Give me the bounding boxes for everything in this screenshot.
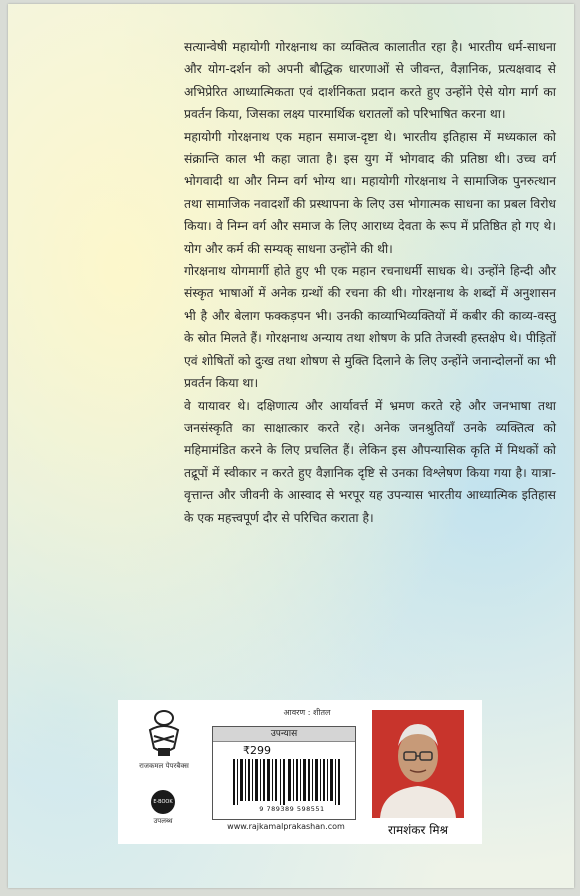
blurb-paragraph-4: वे यायावर थे। दक्षिणात्य और आर्यावर्त्त में भ्रमण करते रहे और जनभाषा तथा जनसंस्कृति का साक्षात्कार करते रहे। अनेक जनश्रुतियाँ उनके व्यक्तित्व को महिमामंडित करने के लिए प्रचलित हैं। लेकिन इस औपन्यासिक कृति में मिथकों को तद्रूपों में स्वीकार न करते हुए वैज्ञानिक दृष्टि से उनका विश्लेषण किया गया है। यात्रा-वृत्तान्त और जीवनी के आस्वाद से भरपूर यह उपन्यास भारतीय आध्यात्मिक इतिहास के एक महत्त्वपूर्ण दौर से परिचित कराता है। bbox=[184, 398, 556, 525]
blurb-paragraph-3: गोरक्षनाथ योगमार्गी होते हुए भी एक महान रचनाधर्मी साधक थे। उन्होंने हिन्दी और संस्कृत भाषाओं में अनेक ग्रन्थों की रचना की थी। गोरक्षनाथ के शब्दों में अनुशासन भी है और बेलाग फक्कड़पन भी। उनकी काव्याभिव्यक्तियों में कबीर की काव्य-वस्तु के स्रोत मिलते हैं। गोरक्षनाथ अन्याय तथा शोषण के प्रति तेजस्वी हस्तक्षेप थे। पीड़ितों एवं शोषितों को दुःख तथा शोषण से मुक्ति दिलाने के लिए उन्होंने जनान्दोलनों का भी प्रवर्तन किया था। bbox=[184, 264, 556, 391]
publisher-logo bbox=[124, 708, 204, 784]
publisher-website: www.rajkamalprakashan.com bbox=[227, 822, 345, 831]
rajkamal-logo-icon bbox=[140, 708, 188, 760]
ebook-label: उपलब्ध bbox=[153, 817, 173, 825]
barcode-icon bbox=[233, 759, 341, 805]
ebook-icon: E-BOOK bbox=[151, 790, 175, 814]
genre-label: उपन्यास bbox=[213, 727, 355, 742]
author-portrait-icon bbox=[372, 710, 464, 818]
price-label: ₹299 bbox=[243, 744, 271, 757]
blurb-paragraph-1: सत्यान्वेषी महायोगी गोरक्षनाथ का व्यक्तित्व कालातीत रहा है। भारतीय धर्म-साधना और योग-दर्शन को अपनी बौद्धिक धारणाओं से जीवन्त, वैज्ञानिक, प्रत्यक्षवाद से अभिप्रेरित आध्यात्मिकता एवं दार्शनिकता प्रदान करते हुए उन्होंने ऐसे योग मार्ग का प्रवर्तन किया, जिसका लक्ष्य पारमार्थिक धरातलों को परिभाषित करना था। bbox=[184, 40, 556, 122]
blurb-text bbox=[184, 36, 556, 529]
author-name: रामशंकर मिश्र bbox=[372, 818, 464, 842]
ebook-badge bbox=[130, 790, 196, 832]
publisher-logo-label: राजकमल पेपरबैक्स bbox=[139, 762, 189, 770]
blurb-paragraph-2: महायोगी गोरक्षनाथ एक महान समाज-दृष्टा थे। भारतीय इतिहास में मध्यकाल को संक्रान्ति काल भी कहा जाता है। इस युग में भोगवाद की प्रतिष्ठा थी। उच्च वर्ग भोगवादी था और निम्न वर्ग भोग्य था। महायोगी गोरक्षनाथ ने सामाजिक पुनरुत्थान तथा सामाजिक नवादर्शों की प्रस्थापना के लिए उस भोगात्मक साधना का प्रबल विरोध किया। वे निम्न वर्ग और समाज के लिए आराध्य देवता के रूप में प्रतिष्ठित हो गए थे। योग और कर्म की सम्यक् साधना उन्होंने की थी। bbox=[184, 129, 556, 256]
cover-credit: आवरण : शीतल bbox=[283, 708, 331, 717]
author-photo bbox=[372, 710, 464, 818]
price-barcode-box bbox=[212, 726, 356, 820]
isbn-number: 9 789389 598551 bbox=[259, 805, 325, 813]
